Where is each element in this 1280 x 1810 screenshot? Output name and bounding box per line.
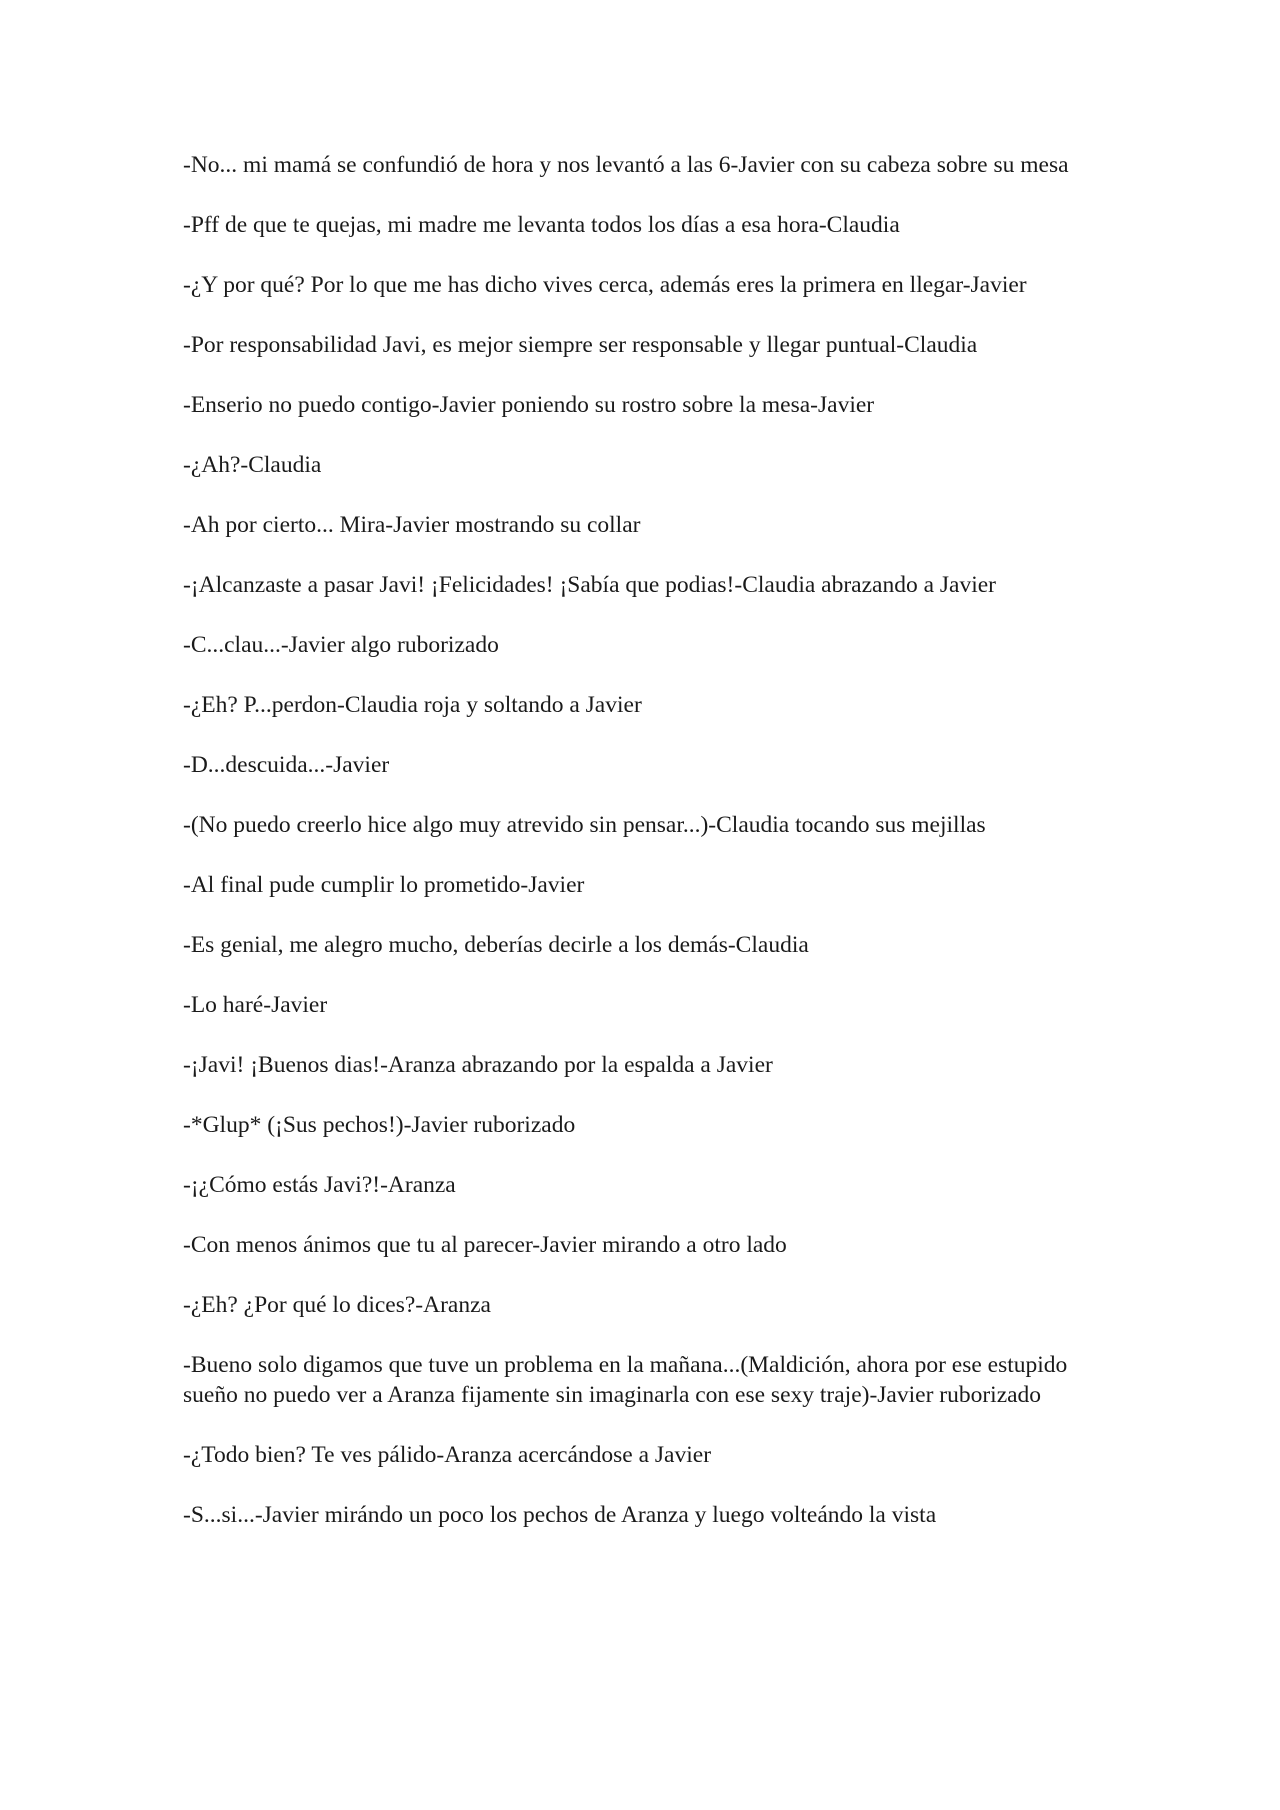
paragraph: -D...descuida...-Javier	[183, 752, 390, 778]
paragraph: -(No puedo creerlo hice algo muy atrevido sin pensar...)-Claudia tocando sus mejillas	[183, 812, 986, 838]
paragraph: -No... mi mamá se confundió de hora y nos levantó a las 6-Javier con su cabeza sobre su mesa	[183, 152, 1069, 178]
paragraph: -¡Javi! ¡Buenos dias!-Aranza abrazando por la espalda a Javier	[183, 1052, 773, 1078]
paragraph: -Enserio no puedo contigo-Javier poniendo su rostro sobre la mesa-Javier	[183, 392, 875, 418]
paragraph: -Es genial, me alegro mucho, deberías decirle a los demás-Claudia	[183, 932, 809, 958]
paragraph: -Ah por cierto... Mira-Javier mostrando su collar	[183, 512, 641, 538]
paragraph: -Pff de que te quejas, mi madre me levanta todos los días a esa hora-Claudia	[183, 212, 900, 238]
paragraph: -Al final pude cumplir lo prometido-Javier	[183, 872, 585, 898]
paragraph: -*Glup* (¡Sus pechos!)-Javier ruborizado	[183, 1112, 576, 1138]
paragraph: -¿Todo bien? Te ves pálido-Aranza acercándose a Javier	[183, 1442, 712, 1468]
paragraph: -¿Y por qué? Por lo que me has dicho vives cerca, además eres la primera en llegar-Javier	[183, 272, 1027, 298]
paragraph: -¡Alcanzaste a pasar Javi! ¡Felicidades! ¡Sabía que podias!-Claudia abrazando a Javier	[183, 572, 996, 598]
paragraph: -Con menos ánimos que tu al parecer-Javier mirando a otro lado	[183, 1232, 787, 1258]
paragraph: -¿Eh? P...perdon-Claudia roja y soltando a Javier	[183, 692, 642, 718]
paragraph: -C...clau...-Javier algo ruborizado	[183, 632, 499, 658]
paragraph: -Lo haré-Javier	[183, 992, 328, 1018]
document-body	[183, 150, 1113, 1560]
paragraph: -S...si...-Javier mirándo un poco los pechos de Aranza y luego volteándo la vista	[183, 1502, 937, 1528]
paragraph: -¿Eh? ¿Por qué lo dices?-Aranza	[183, 1292, 491, 1318]
paragraph: -Bueno solo digamos que tuve un problema en la mañana...(Maldición, ahora por ese estupido sueño no puedo ver a Aranza fijamente sin imaginarla con ese sexy traje)-Javier ruborizado	[183, 1352, 1068, 1408]
paragraph: -¿Ah?-Claudia	[183, 452, 322, 478]
paragraph: -¡¿Cómo estás Javi?!-Aranza	[183, 1172, 456, 1198]
paragraph: -Por responsabilidad Javi, es mejor siempre ser responsable y llegar puntual-Claudia	[183, 332, 978, 358]
